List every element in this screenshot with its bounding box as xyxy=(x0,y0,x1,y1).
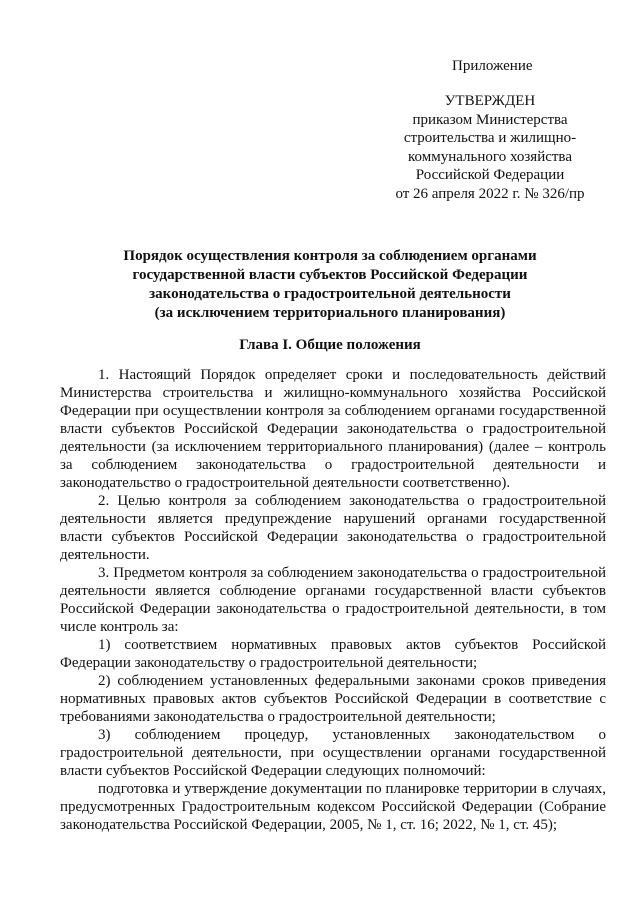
approval-line: строительства и жилищно- xyxy=(403,130,577,146)
paragraph: 1) соответствием нормативных правовых актов субъектов Российской Федерации законодательству о градостроительной деятельности; xyxy=(60,637,606,671)
title-line: государственной власти субъектов Российской Федерации xyxy=(132,267,528,283)
paragraph: 3. Предметом контроля за соблюдением законодательства о градостроительной деятельности является соблюдение органами государственной власти субъектов Российской Федерации законодательства о градостроительной деятельности, в том числе контроль за: xyxy=(60,565,606,635)
approval-line: коммунального хозяйства xyxy=(408,148,572,165)
paragraph: 2) соблюдением установленных федеральными законами сроков приведения нормативных правовых актов субъектов Российской Федерации в соответствие с требованиями законодательства о градостроительной деятельности; xyxy=(60,673,606,725)
document-title xyxy=(60,247,600,323)
approval-line: Российской Федерации xyxy=(415,167,565,183)
chapter-heading: Глава I. Общие положения xyxy=(239,337,421,353)
approval-line: приказом Министерства xyxy=(412,111,568,128)
paragraph: 2. Целью контроля за соблюдением законодательства о градостроительной деятельности является предупреждение нарушений органами государственной власти субъектов Российской Федерации законодательства о градостроительной деятельности. xyxy=(60,493,606,563)
title-line: (за исключением территориального планирования) xyxy=(154,305,506,321)
title-line: законодательства о градостроительной деятельности xyxy=(149,286,511,302)
paragraph: 1. Настоящий Порядок определяет сроки и последовательность действий Министерства строительства и жилищно-коммунального хозяйства Российской Федерации при осуществлении контроля за соблюдением органами государственной власти субъектов Российской Федерации законодательства о градостроительной деятельности (за исключением территориального планирования) (далее – контроль за соблюдением законодательства о градостроительной деятельности и законодательство о градостроительной деятельности соответственно). xyxy=(60,367,606,491)
approval-line: от 26 апреля 2022 г. № 326/пр xyxy=(395,185,585,202)
document-body xyxy=(60,366,606,834)
appendix-label: Приложение xyxy=(452,58,533,74)
approval-line: УТВЕРЖДЕН xyxy=(444,93,536,109)
title-line: Порядок осуществления контроля за соблюдением органами xyxy=(123,248,537,264)
paragraph: 3) соблюдением процедур, установленных законодательством о градостроительной деятельности, при осуществлении органами государственной власти субъектов Российской Федерации следующих полномочий: xyxy=(60,727,606,779)
paragraph: подготовка и утверждение документации по планировке территории в случаях, предусмотренных Градостроительным кодексом Российской Федерации (Собрание законодательства Российской Федерации, 2005, № 1, ст. 16; 2022, № 1, ст. 45); xyxy=(60,781,606,833)
approval-stamp xyxy=(380,92,600,203)
